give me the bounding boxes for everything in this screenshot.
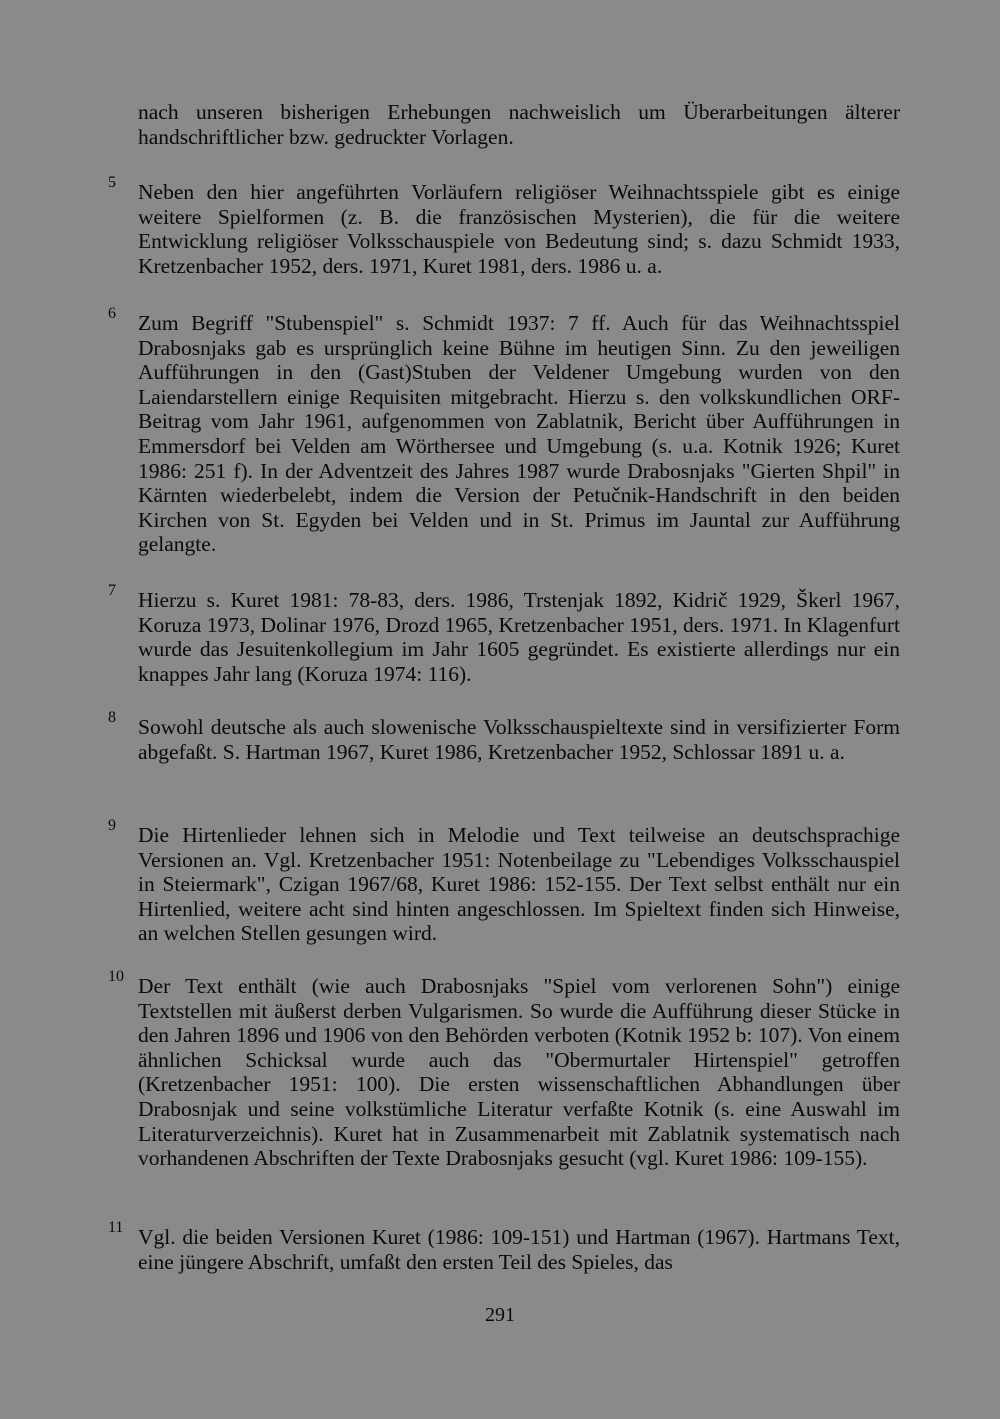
footnote-number: 6 bbox=[108, 305, 116, 322]
footnote-text: Der Text enthält (wie auch Drabosnjaks "Spiel vom verlorenen Sohn") einige Textstellen mit äußerst derben Vulgarismen. So wurde die Aufführung dieser Stücke in den Jahren 1896 und 1906 von den Behörden verboten (Kotnik 1952 b: 107). Von einem ähnlichen Schicksal wurde auch das "Obermurtaler Hirtenspiel" getroffen (Kretzenbacher 1951: 100). Die ersten wissenschaftlichen Abhandlungen über Drabosnjak und seine volkstümliche Literatur verfaßte Kotnik (s. eine Auswahl im Literaturverzeichnis). Kuret hat in Zusammenarbeit mit Zablatnik systematisch nach vorhandenen Abschriften der Texte Drabosnjaks gesucht (vgl. Kuret 1986: 109-155). bbox=[138, 974, 900, 1171]
footnote-number: 10 bbox=[108, 968, 124, 985]
footnote-6 bbox=[108, 305, 900, 557]
footnote-number: 11 bbox=[108, 1219, 124, 1236]
footnote-7 bbox=[108, 582, 900, 686]
footnote-8 bbox=[108, 709, 900, 764]
page-number: 291 bbox=[485, 1304, 515, 1326]
footnote-text: Hierzu s. Kuret 1981: 78-83, ders. 1986, Trstenjak 1892, Kidrič 1929, Škerl 1967, Koruza 1973, Dolinar 1976, Drozd 1965, Kretzenbacher 1951, ders. 1971. In Klagenfurt wurde das Jesuitenkollegium im Jahr 1605 gegründet. Es existierte allerdings nur ein knappes Jahr lang (Koruza 1974: 116). bbox=[138, 588, 900, 686]
footnote-number: 9 bbox=[108, 817, 116, 834]
continuation-paragraph bbox=[138, 100, 900, 149]
footnote-5 bbox=[108, 174, 900, 278]
footnote-text: Zum Begriff "Stubenspiel" s. Schmidt 1937: 7 ff. Auch für das Weihnachtsspiel Drabosnjaks gab es ursprünglich keine Bühne im heutigen Sinn. Zu den jeweiligen Aufführungen in den (Gast)Stuben der Veldener Umgebung wurden von den Laiendarstellern einige Requisiten mitgebracht. Hierzu s. den volkskundlichen ORF-Beitrag vom Jahr 1961, aufgenommen von Zablatnik, Bericht über Aufführungen in Emmersdorf bei Velden am Wörthersee und Umgebung (s. u.a. Kotnik 1926; Kuret 1986: 251 f). In der Adventzeit des Jahres 1987 wurde Drabosnjaks "Gierten Shpil" in Kärnten wiederbelebt, indem die Version der Petučnik-Handschrift in den beiden Kirchen von St. Egyden bei Velden und in St. Primus im Jauntal zur Aufführung gelangte. bbox=[138, 311, 900, 557]
footnote-9 bbox=[108, 817, 900, 946]
footnote-10 bbox=[108, 968, 900, 1171]
footnote-number: 7 bbox=[108, 582, 116, 599]
footnote-11 bbox=[108, 1219, 900, 1274]
footnote-number: 5 bbox=[108, 174, 116, 191]
footnote-text: Neben den hier angeführten Vorläufern religiöser Weihnachtsspiele gibt es einige weitere Spielformen (z. B. die französischen Mysterien), die für die weitere Entwicklung religiöser Volksschauspiele von Bedeutung sind; s. dazu Schmidt 1933, Kretzenbacher 1952, ders. 1971, Kuret 1981, ders. 1986 u. a. bbox=[138, 180, 900, 278]
footnote-text: Die Hirtenlieder lehnen sich in Melodie und Text teilweise an deutschsprachige Versionen an. Vgl. Kretzenbacher 1951: Notenbeilage zu "Lebendiges Volksschauspiel in Steiermark", Czigan 1967/68, Kuret 1986: 152-155. Der Text selbst enthält nur ein Hirtenlied, weitere acht sind hinten angeschlossen. Im Spieltext finden sich Hinweise, an welchen Stellen gesungen wird. bbox=[138, 823, 900, 946]
footnote-text: Sowohl deutsche als auch slowenische Volksschauspieltexte sind in versifizierter Form abgefaßt. S. Hartman 1967, Kuret 1986, Kretzenbacher 1952, Schlossar 1891 u. a. bbox=[138, 715, 900, 764]
continuation-text: nach unseren bisherigen Erhebungen nachweislich um Überarbeitungen älterer handschriftlicher bzw. gedruckter Vorlagen. bbox=[138, 100, 900, 149]
footnote-number: 8 bbox=[108, 709, 116, 726]
footnote-text: Vgl. die beiden Versionen Kuret (1986: 109-151) und Hartman (1967). Hartmans Text, eine jüngere Abschrift, umfaßt den ersten Teil des Spieles, das bbox=[138, 1225, 900, 1274]
